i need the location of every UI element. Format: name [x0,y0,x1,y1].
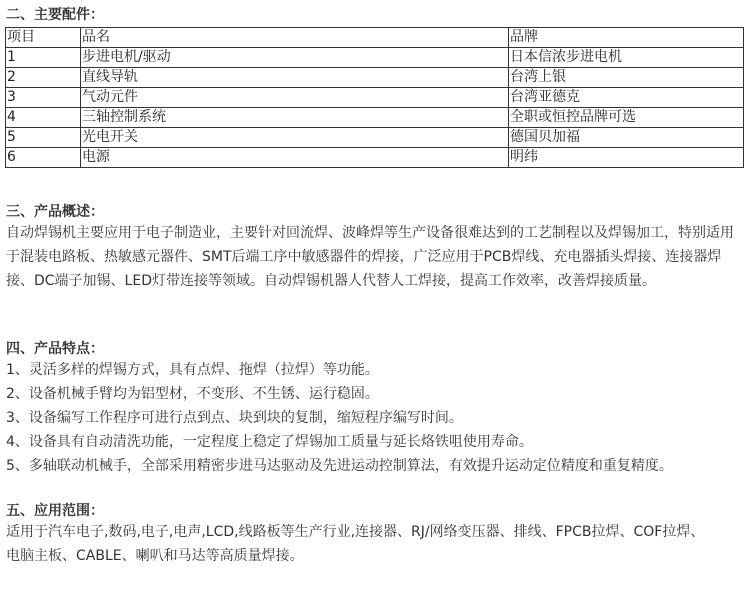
table-row [6,108,744,128]
row-product-name: 光电开关 [81,128,509,148]
row-number: 5 [6,128,81,148]
product-features-heading: 四、产品特点： [6,341,104,357]
row-number: 4 [6,108,81,128]
header-item: 项目 [6,28,81,48]
row-product-name: 三轴控制系统 [81,108,509,128]
table-row [6,68,744,88]
row-brand: 台湾亚德克 [509,88,744,108]
row-brand: 明纬 [509,148,744,168]
row-brand: 全职或恒控品牌可选 [509,108,744,128]
row-brand: 日本信浓步进电机 [509,48,744,68]
scope-line: 适用于汽车电子,数码,电子,电声,LCD,线路板等生产行业,连接器、RJ/网络变压器、排线、FPCB拉焊、COF拉焊、 [6,524,705,540]
table-row [6,48,744,68]
product-features-list [6,358,744,478]
row-brand: 台湾上银 [509,68,744,88]
main-parts-table [5,27,744,168]
list-item: 5、多轴联动机械手，全部采用精密步进马达驱动及先进运动控制算法，有效提升运动定位精度和重复精度。 [6,458,673,474]
main-parts-heading: 二、主要配件： [6,7,104,23]
row-brand: 德国贝加福 [509,128,744,148]
table-row [6,88,744,108]
table-row [6,148,744,168]
row-number: 2 [6,68,81,88]
row-product-name: 电源 [81,148,509,168]
row-number: 1 [6,48,81,68]
row-product-name: 步进电机/驱动 [81,48,509,68]
product-overview-heading: 三、产品概述： [6,204,104,220]
list-item: 3、设备编写工作程序可进行点到点、块到块的复制，缩短程序编写时间。 [6,410,463,426]
table-row [6,128,744,148]
row-number: 6 [6,148,81,168]
table-header-row [6,28,744,48]
row-product-name: 气动元件 [81,88,509,108]
row-number: 3 [6,88,81,108]
list-item: 1、灵活多样的焊锡方式，具有点焊、拖焊（拉焊）等功能。 [6,362,379,378]
header-product-name: 品名 [81,28,509,48]
row-product-name: 直线导轨 [81,68,509,88]
product-overview-text: 自动焊锡机主要应用于电子制造业，主要针对回流焊、波峰焊等生产设备很难达到的工艺制程以及焊锡加工，特别适用于混装电路板、热敏感元器件、SMT后端工序中敏感器件的焊接，广泛应用于PCB焊线、充电器插头焊接、连接器焊接、DC端子加锡、LED灯带连接等领域。自动焊锡机器人代替人工焊接，提高工作效率，改善焊接质量。 [6,225,734,289]
list-item: 2、设备机械手臂均为铝型材，不变形、不生锈、运行稳固。 [6,386,379,402]
header-brand: 品牌 [509,28,744,48]
application-scope-text [6,520,744,568]
scope-line: 电脑主板、CABLE、喇叭和马达等高质量焊接。 [6,548,304,564]
list-item: 4、设备具有自动清洗功能，一定程度上稳定了焊锡加工质量与延长烙铁咀使用寿命。 [6,434,533,450]
application-scope-heading: 五、应用范围： [6,503,104,519]
